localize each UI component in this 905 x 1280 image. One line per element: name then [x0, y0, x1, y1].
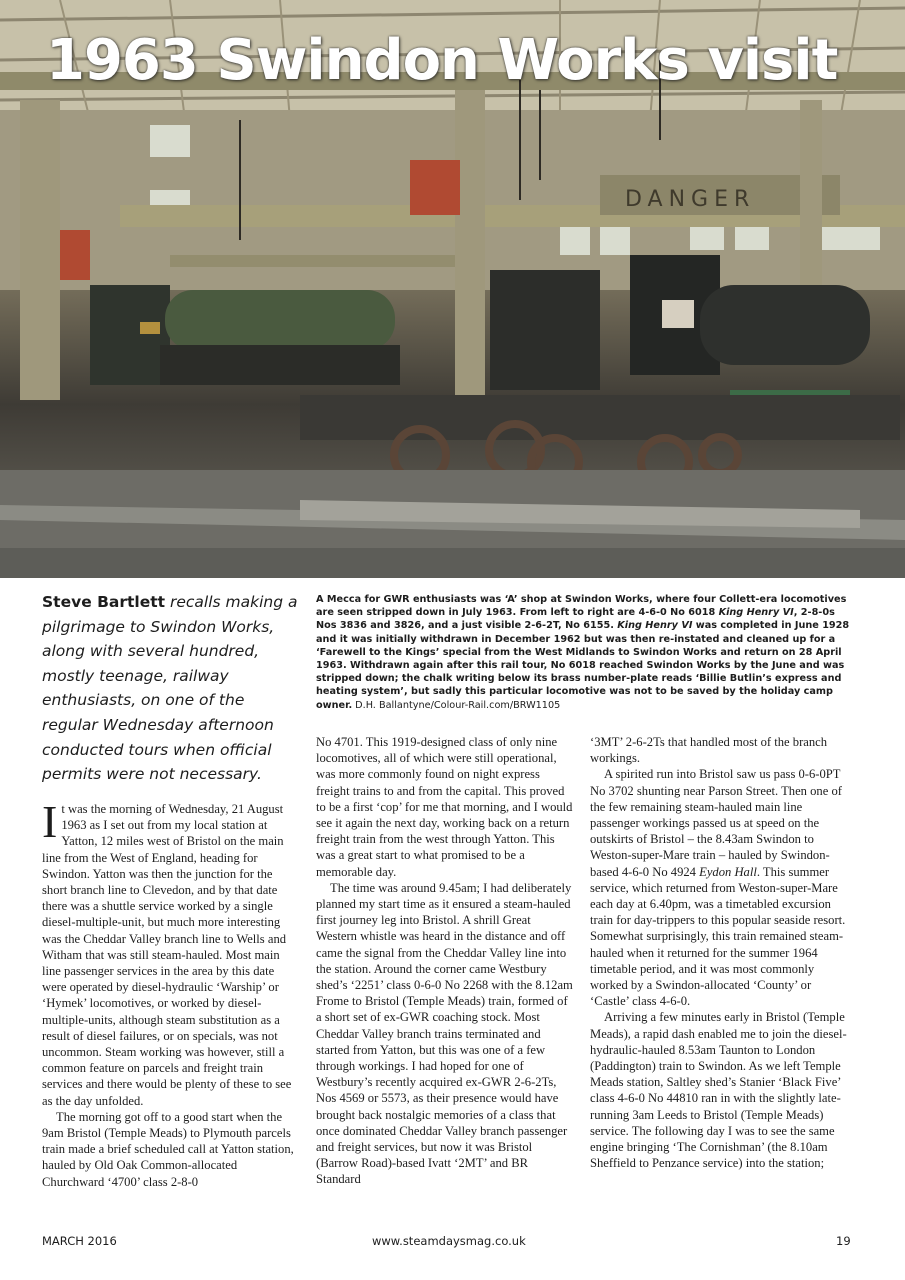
- article-standfirst: [42, 590, 298, 787]
- issue-date: MARCH 2016: [42, 1234, 117, 1248]
- body-paragraph: [42, 796, 300, 1109]
- page-number: 19: [836, 1234, 851, 1248]
- photo-credit: D.H. Ballantyne/Colour-Rail.com/BRW1105: [355, 699, 561, 711]
- body-paragraph: Arriving a few minutes early in Bristol (Temple Meads), a rapid dash enabled me to join the diesel-hydraulic-hauled 8.53am Taunton to London (Paddington) train to Swindon. As we left Temple Meads station, Saltley shed’s Stanier ‘Black Five’ class 4-6-0 No 44810 ran in with the slightly late-running 3am Leeds to Bristol (Temple Meads) service. The following day I was to see the same engine bringing ‘The Cornishman’ (the 8.10am Sheffield to Penzance service) into the station;: [590, 1010, 847, 1171]
- body-column-3: [590, 734, 848, 1171]
- body-paragraph: The morning got off to a good start when the 9am Bristol (Temple Meads) to Plymouth parcels train made a brief scheduled call at Yatton station, hauled by Old Oak Common-allocated Churchward ‘4700’ class 2-8-0: [42, 1109, 294, 1189]
- caption-text-1: A Mecca for GWR enthusiasts was ‘A’ shop at Swindon Works, where four Collett-era locomotives are seen stripped down in July 1963. From left to right are 4-6-0 No 6018: [316, 594, 847, 619]
- drop-cap: I: [42, 796, 58, 847]
- loco-name: Eydon Hall: [699, 864, 757, 879]
- author-name: Steve Bartlett: [42, 593, 166, 611]
- body-paragraph: [590, 766, 848, 1009]
- caption-text-2: , 2-8-0s Nos 3836 and 3826, and a just visible 2-6-2T, No 6155.: [316, 607, 835, 632]
- hero-photo: [0, 0, 905, 578]
- body-paragraph: The time was around 9.45am; I had deliberately planned my start time as it ensured a steam-hauled first journey leg into Bristol. A shrill Great Western whistle was heard in the distance and off came the signal from the Cheddar Valley line into the station. Around the corner came Westbury shed’s ‘2251’ class 0-6-0 No 2268 with the 8.12am Frome to Bristol (Temple Meads) train, formed of a short set of ex-GWR coaching stock. Most Cheddar Valley branch trains terminated and started from Yatton, but this was one of a few through workings. I had hoped for one of Westbury’s recently acquired ex-GWR 2-6-2Ts, Nos 4569 or 5573, as their presence would have brought back nostalgic memories of a class that once dominated Cheddar Valley branch passenger and freight services, but now it was Bristol (Barrow Road)-based Ivatt ‘2MT’ and BR Standard: [316, 880, 573, 1187]
- standfirst-text: recalls making a pilgrimage to Swindon Works, along with several hundred, mostly teenage, railway enthusiasts, on one of the regular Wednesday afternoon conducted tours when official permits were not necessary.: [42, 593, 298, 784]
- photo-caption: [316, 593, 856, 712]
- caption-loco-name-1: King Henry VI: [718, 607, 794, 619]
- caption-text-3: was completed in June 1928 and it was initially withdrawn in December 1962 but was then re-instated and cleaned up for a ‘Farewell to the Kings’ special from the West Midlands to Swindon Works and return on 28 April 1963. Withdrawn again after this rail tour, No 6018 reached Swindon Works by the June and was stripped down; the chalk writing below its brass number-plate reads ‘Billie Butlin’s express and heating system’, but sadly this particular locomotive was not to be saved by the holiday camp owner.: [316, 620, 850, 711]
- paragraph-text: . This summer service, which returned from Weston-super-Mare each day at 6.40pm, was a timetabled excursion train for day-trippers to this popular seaside resort. Somewhat surprisingly, this train remained steam-hauled when it returned for the summer 1964 timetable period, and it was most commonly worked by a Swindon-allocated ‘County’ or ‘Castle’ class 4-6-0.: [590, 864, 846, 1009]
- body-column-1: [42, 796, 300, 1190]
- body-paragraph: No 4701. This 1919-designed class of only nine locomotives, all of which were still operational, was more commonly found on night express freight trains to and from the capital. This proved to be a first ‘cop’ for me that morning, and I would see it again the next day, working back on a return freight train from the west through Yatton. This was a great start to what promised to be a memorable day.: [316, 735, 573, 879]
- body-column-2: [316, 734, 574, 1188]
- caption-loco-name-2: King Henry VI: [617, 620, 693, 632]
- website-url: www.steamdaysmag.co.uk: [372, 1234, 526, 1248]
- page-headline: 1963 Swindon Works visit: [46, 28, 838, 93]
- danger-sign-text: DANGER: [625, 187, 756, 212]
- paragraph-text: t was the morning of Wednesday, 21 August 1963 as I set out from my local station at Yatton, 12 miles west of Bristol on the main line from the West of England, heading for Swindon. Yatton was then the junction for the short branch line to Clevedon, and by that date there was a shuttle service worked by a single diesel-multiple-unit, but much more interesting was the Cheddar Valley branch line to Wells and Witham that was still steam-hauled. Most main line passenger services in the area by this date were operated by diesel-hydraulic ‘Warship’ or ‘Hymek’ locomotives, or worked by diesel-multiple-units, although steam substitution as a result of diesel failures, or on specials, was not uncommon. Steam working was however, still a common feature on parcels and freight train services and there would be plenty of these to see as the day unfolded.: [42, 802, 292, 1108]
- paragraph-text: A spirited run into Bristol saw us pass 0-6-0PT No 3702 shunting near Parson Street. Then one of the few remaining steam-hauled main line passenger workings passed us at speed on the outskirts of Bristol – the 8.43am Swindon to Weston-super-Mare train – hauled by Swindon-based 4-6-0 No 4924: [590, 767, 842, 879]
- body-paragraph: ‘3MT’ 2-6-2Ts that handled most of the branch workings.: [590, 735, 828, 766]
